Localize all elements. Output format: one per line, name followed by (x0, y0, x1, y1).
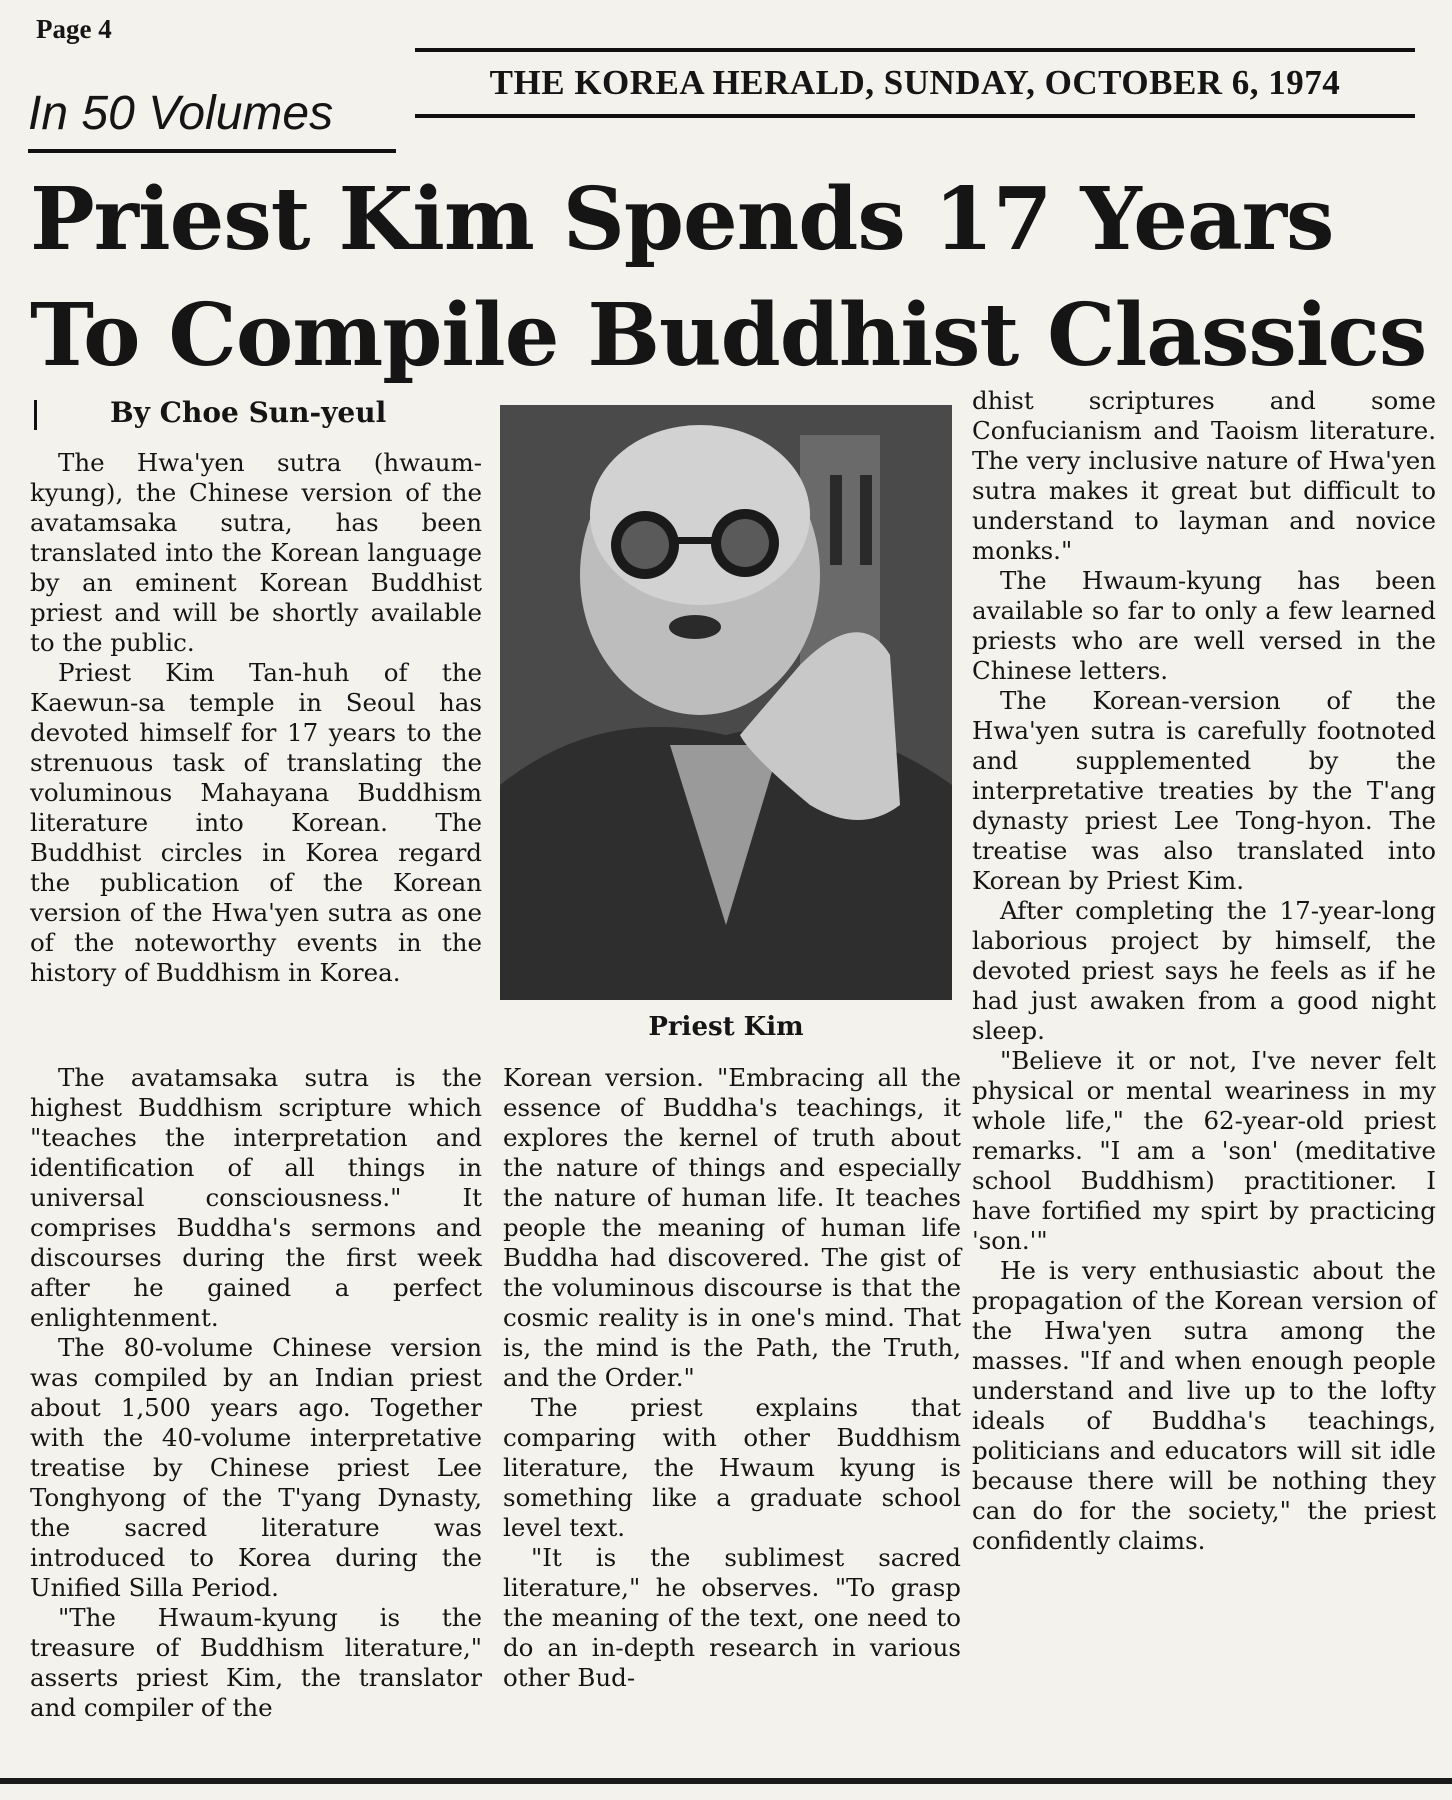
paragraph: The priest explains that comparing with other Buddhism literature, the Hwaum kyung is something like a graduate school level text. (503, 1393, 961, 1542)
paragraph: dhist scriptures and some Confucianism and Taoism literature. The very inclusive nature of Hwa'yen sutra makes it great but difficult to understand to layman and novice monks." (972, 386, 1436, 565)
column-1-bottom (30, 1063, 482, 1723)
byline-rule (34, 400, 37, 430)
column-3 (972, 386, 1436, 1556)
paragraph: The Korean-version of the Hwa'yen sutra is carefully footnoted and supplemented by the interpretative treaties by the T'ang dynasty priest Lee Tong-hyon. The treatise was also translated into Korean by Priest Kim. (972, 686, 1436, 895)
byline: By Choe Sun-yeul (110, 396, 387, 429)
photo-caption: Priest Kim (648, 1012, 804, 1042)
paragraph: The Hwa'yen sutra (hwaum-kyung), the Chinese version of the avatamsaka sutra, has been translated into the Korean language by an eminent Korean Buddhist priest and will be shortly available to the public. (30, 448, 482, 657)
paragraph: "Believe it or not, I've never felt physical or mental weariness in my whole life," the 62-year-old priest remarks. "I am a 'son' (meditative school Buddhism) practitioner. I have fortified my spirt by practicing 'son.'" (972, 1046, 1436, 1255)
headline-line-2: To Compile Buddhist Classics (30, 285, 1427, 386)
paragraph: "It is the sublimest sacred literature," he observes. "To grasp the meaning of the text, one need to do an in-depth research in various other Bud- (503, 1543, 961, 1692)
masthead-text: THE KOREA HERALD, SUNDAY, OCTOBER 6, 1974 (489, 63, 1341, 102)
paragraph: After completing the 17-year-long laborious project by himself, the devoted priest says he feels as if he had just awaken from a good night sleep. (972, 896, 1436, 1045)
headline (30, 162, 1430, 394)
paragraph: Priest Kim Tan-huh of the Kaewun-sa temple in Seoul has devoted himself for 17 years to the strenuous task of translating the voluminous Mahayana Buddhism literature into Korean. The Buddhist circles in Korea regard the publication of the Korean version of the Hwa'yen sutra as one of the noteworthy events in the history of Buddhism in Korea. (30, 658, 482, 987)
column-2 (503, 1063, 961, 1693)
paragraph: "The Hwaum-kyung is the treasure of Buddhism literature," asserts priest Kim, the translator and compiler of the (30, 1603, 482, 1722)
masthead (415, 48, 1415, 118)
headline-line-1: Priest Kim Spends 17 Years (30, 169, 1334, 270)
paragraph: The 80-volume Chinese version was compiled by an Indian priest about 1,500 years ago. Together with the 40-volume interpretative treatise by Chinese priest Lee Tonghyong of the T'yang Dynasty, the sacred literature was introduced to Korea during the Unified Silla Period. (30, 1333, 482, 1602)
paragraph: The avatamsaka sutra is the highest Buddhism scripture which "teaches the interpretation and identification of all things in universal consciousness." It comprises Buddha's sermons and discourses during the first week after he gained a perfect enlightenment. (30, 1063, 482, 1332)
paragraph: The Hwaum-kyung has been available so far to only a few learned priests who are well versed in the Chinese letters. (972, 566, 1436, 685)
portrait-illustration (500, 405, 952, 1000)
paragraph: Korean version. "Embracing all the essence of Buddha's teachings, it explores the kernel of truth about the nature of things and especially the nature of human life. It teaches people the meaning of human life Buddha had discovered. The gist of the voluminous discourse is that the cosmic reality is in one's mind. That is, the mind is the Path, the Truth, and the Order." (503, 1063, 961, 1392)
kicker: In 50 Volumes (28, 86, 396, 153)
bottom-rule (0, 1778, 1452, 1784)
page-number: Page 4 (36, 14, 112, 44)
paragraph: He is very enthusiastic about the propagation of the Korean version of the Hwa'yen sutra among the masses. "If and when enough people understand and live up to the lofty ideals of Buddha's teachings, politicians and educators will sit idle because there will be nothing they can do for the society," the priest confidently claims. (972, 1256, 1436, 1555)
priest-photo (500, 405, 952, 1000)
column-1-top (30, 448, 482, 988)
